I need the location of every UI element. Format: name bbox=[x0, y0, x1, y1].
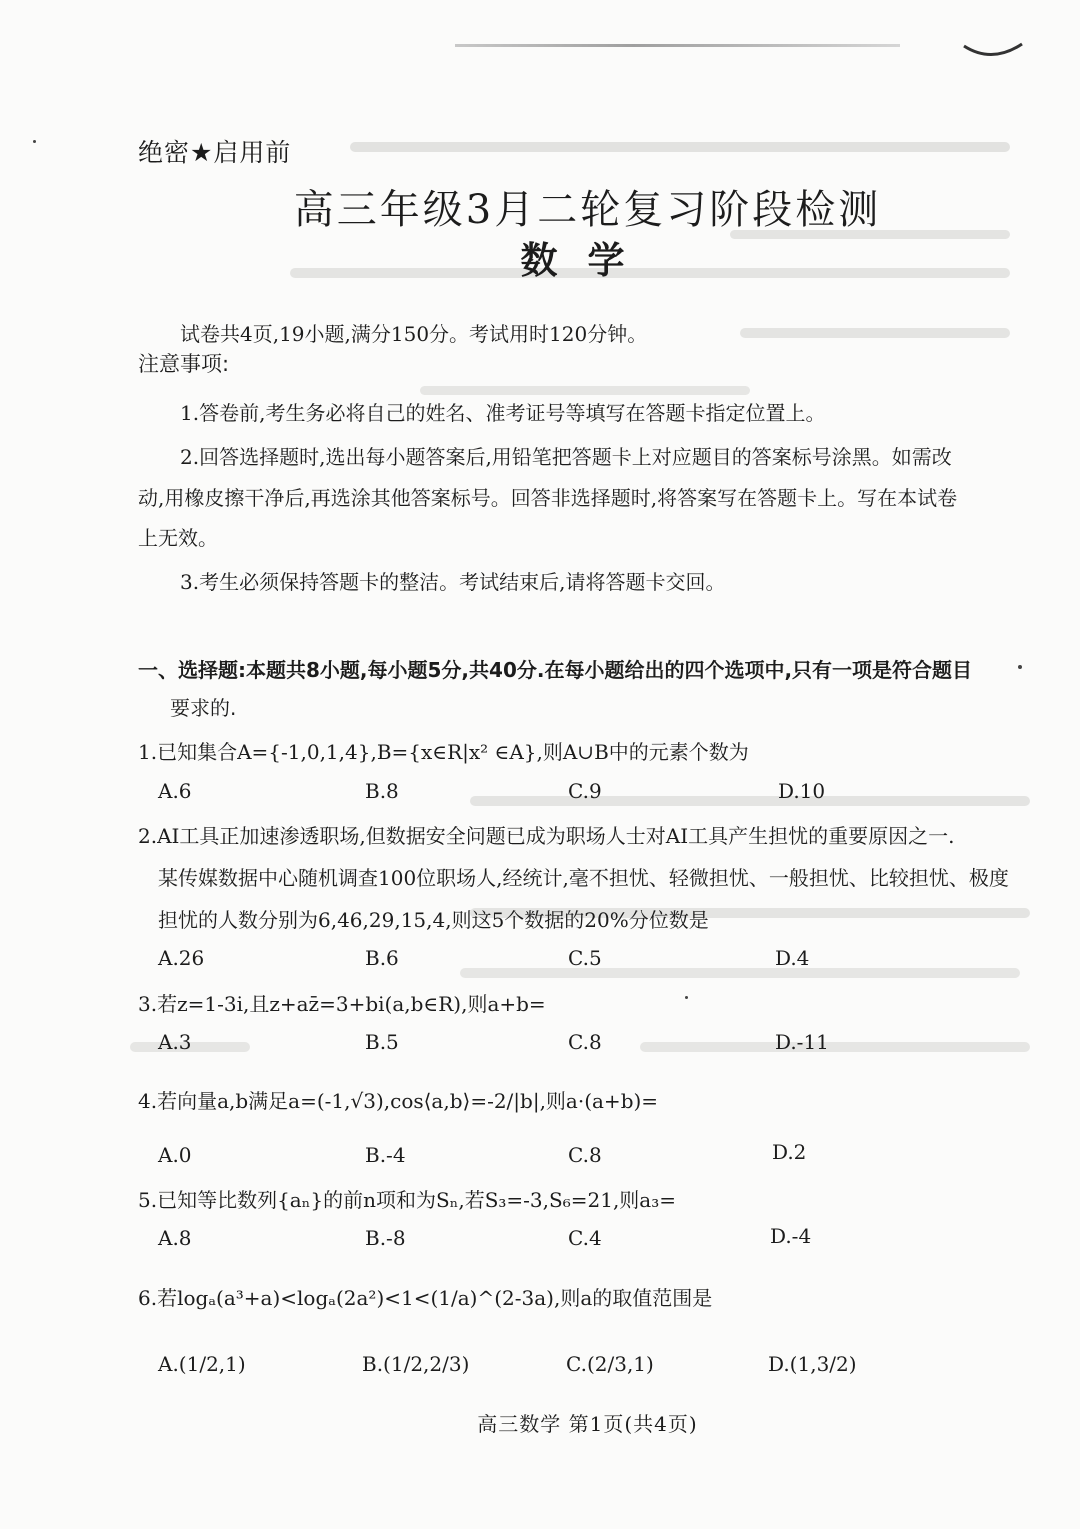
option-c: C.(2/3,1) bbox=[566, 1352, 654, 1376]
question-stem: 1.已知集合A={-1,0,1,4},B={x∈R|x² ∈A},则A∪B中的元素个数为 bbox=[138, 740, 749, 764]
question-stem: 担忧的人数分别为6,46,29,15,4,则这5个数据的20%分位数是 bbox=[158, 908, 709, 932]
option-b: B.-4 bbox=[365, 1143, 406, 1167]
option-a: A.6 bbox=[158, 779, 192, 803]
section-heading: 一、选择题:本题共8小题,每小题5分,共40分.在每小题给出的四个选项中,只有一项是符合题目 bbox=[138, 658, 973, 682]
notes-heading: 注意事项: bbox=[138, 352, 230, 376]
option-d: D.(1,3/2) bbox=[768, 1352, 857, 1376]
option-a: A.3 bbox=[158, 1030, 192, 1054]
note-item: 动,用橡皮擦干净后,再选涂其他答案标号。回答非选择题时,将答案写在答题卡上。写在本试卷 bbox=[138, 486, 958, 510]
option-d: D.-11 bbox=[775, 1030, 829, 1054]
question-stem: 2.AI工具正加速渗透职场,但数据安全问题已成为职场人士对AI工具产生担忧的重要原因之一. bbox=[138, 824, 955, 848]
option-b: B.6 bbox=[365, 946, 399, 970]
option-c: C.5 bbox=[568, 946, 602, 970]
scan-artifact-line bbox=[455, 44, 900, 47]
option-b: B.5 bbox=[365, 1030, 399, 1054]
option-d: D.4 bbox=[775, 946, 810, 970]
scan-speck bbox=[33, 140, 36, 143]
option-d: D.10 bbox=[778, 779, 826, 803]
option-a: A.0 bbox=[158, 1143, 192, 1167]
option-a: A.(1/2,1) bbox=[158, 1352, 246, 1376]
note-item: 1.答卷前,考生务必将自己的姓名、准考证号等填写在答题卡指定位置上。 bbox=[180, 401, 826, 425]
option-d: D.-4 bbox=[770, 1224, 812, 1248]
subject-title: 数学 bbox=[520, 239, 655, 282]
confidential-label: 绝密★启用前 bbox=[138, 138, 292, 167]
option-d: D.2 bbox=[772, 1140, 807, 1164]
note-item: 3.考生必须保持答题卡的整洁。考试结束后,请将答题卡交回。 bbox=[180, 570, 726, 594]
note-item: 上无效。 bbox=[138, 526, 218, 550]
scan-speck bbox=[685, 996, 688, 999]
option-c: C.4 bbox=[568, 1226, 602, 1250]
scan-artifact-curve bbox=[962, 28, 1024, 62]
scan-speck bbox=[1018, 665, 1022, 669]
option-b: B.-8 bbox=[365, 1226, 406, 1250]
option-a: A.8 bbox=[158, 1226, 192, 1250]
exam-intro: 试卷共4页,19小题,满分150分。考试用时120分钟。 bbox=[180, 322, 648, 346]
option-c: C.8 bbox=[568, 1030, 602, 1054]
option-a: A.26 bbox=[158, 946, 205, 970]
question-stem: 6.若logₐ(a³+a)<logₐ(2a²)<1<(1/a)^(2-3a),则a的取值范围是 bbox=[138, 1286, 713, 1310]
option-c: C.8 bbox=[568, 1143, 602, 1167]
question-stem: 3.若z=1-3i,且z+az̄=3+bi(a,b∈R),则a+b= bbox=[138, 992, 546, 1016]
option-c: C.9 bbox=[568, 779, 602, 803]
exam-title: 高三年级3月二轮复习阶段检测 bbox=[293, 187, 882, 233]
option-b: B.8 bbox=[365, 779, 399, 803]
question-stem: 某传媒数据中心随机调查100位职场人,经统计,毫不担忧、轻微担忧、一般担忧、比较担忧、极度 bbox=[158, 866, 1009, 890]
question-stem: 4.若向量a,b满足a=(-1,√3),cos⟨a,b⟩=-2/|b|,则a·(a+b)= bbox=[138, 1089, 659, 1113]
section-heading-cont: 要求的. bbox=[170, 696, 237, 720]
page-footer: 高三数学 第1页(共4页) bbox=[477, 1412, 698, 1436]
option-b: B.(1/2,2/3) bbox=[362, 1352, 470, 1376]
question-stem: 5.已知等比数列{aₙ}的前n项和为Sₙ,若S₃=-3,S₆=21,则a₃= bbox=[138, 1188, 676, 1212]
note-item: 2.回答选择题时,选出每小题答案后,用铅笔把答题卡上对应题目的答案标号涂黑。如需改 bbox=[180, 445, 952, 469]
